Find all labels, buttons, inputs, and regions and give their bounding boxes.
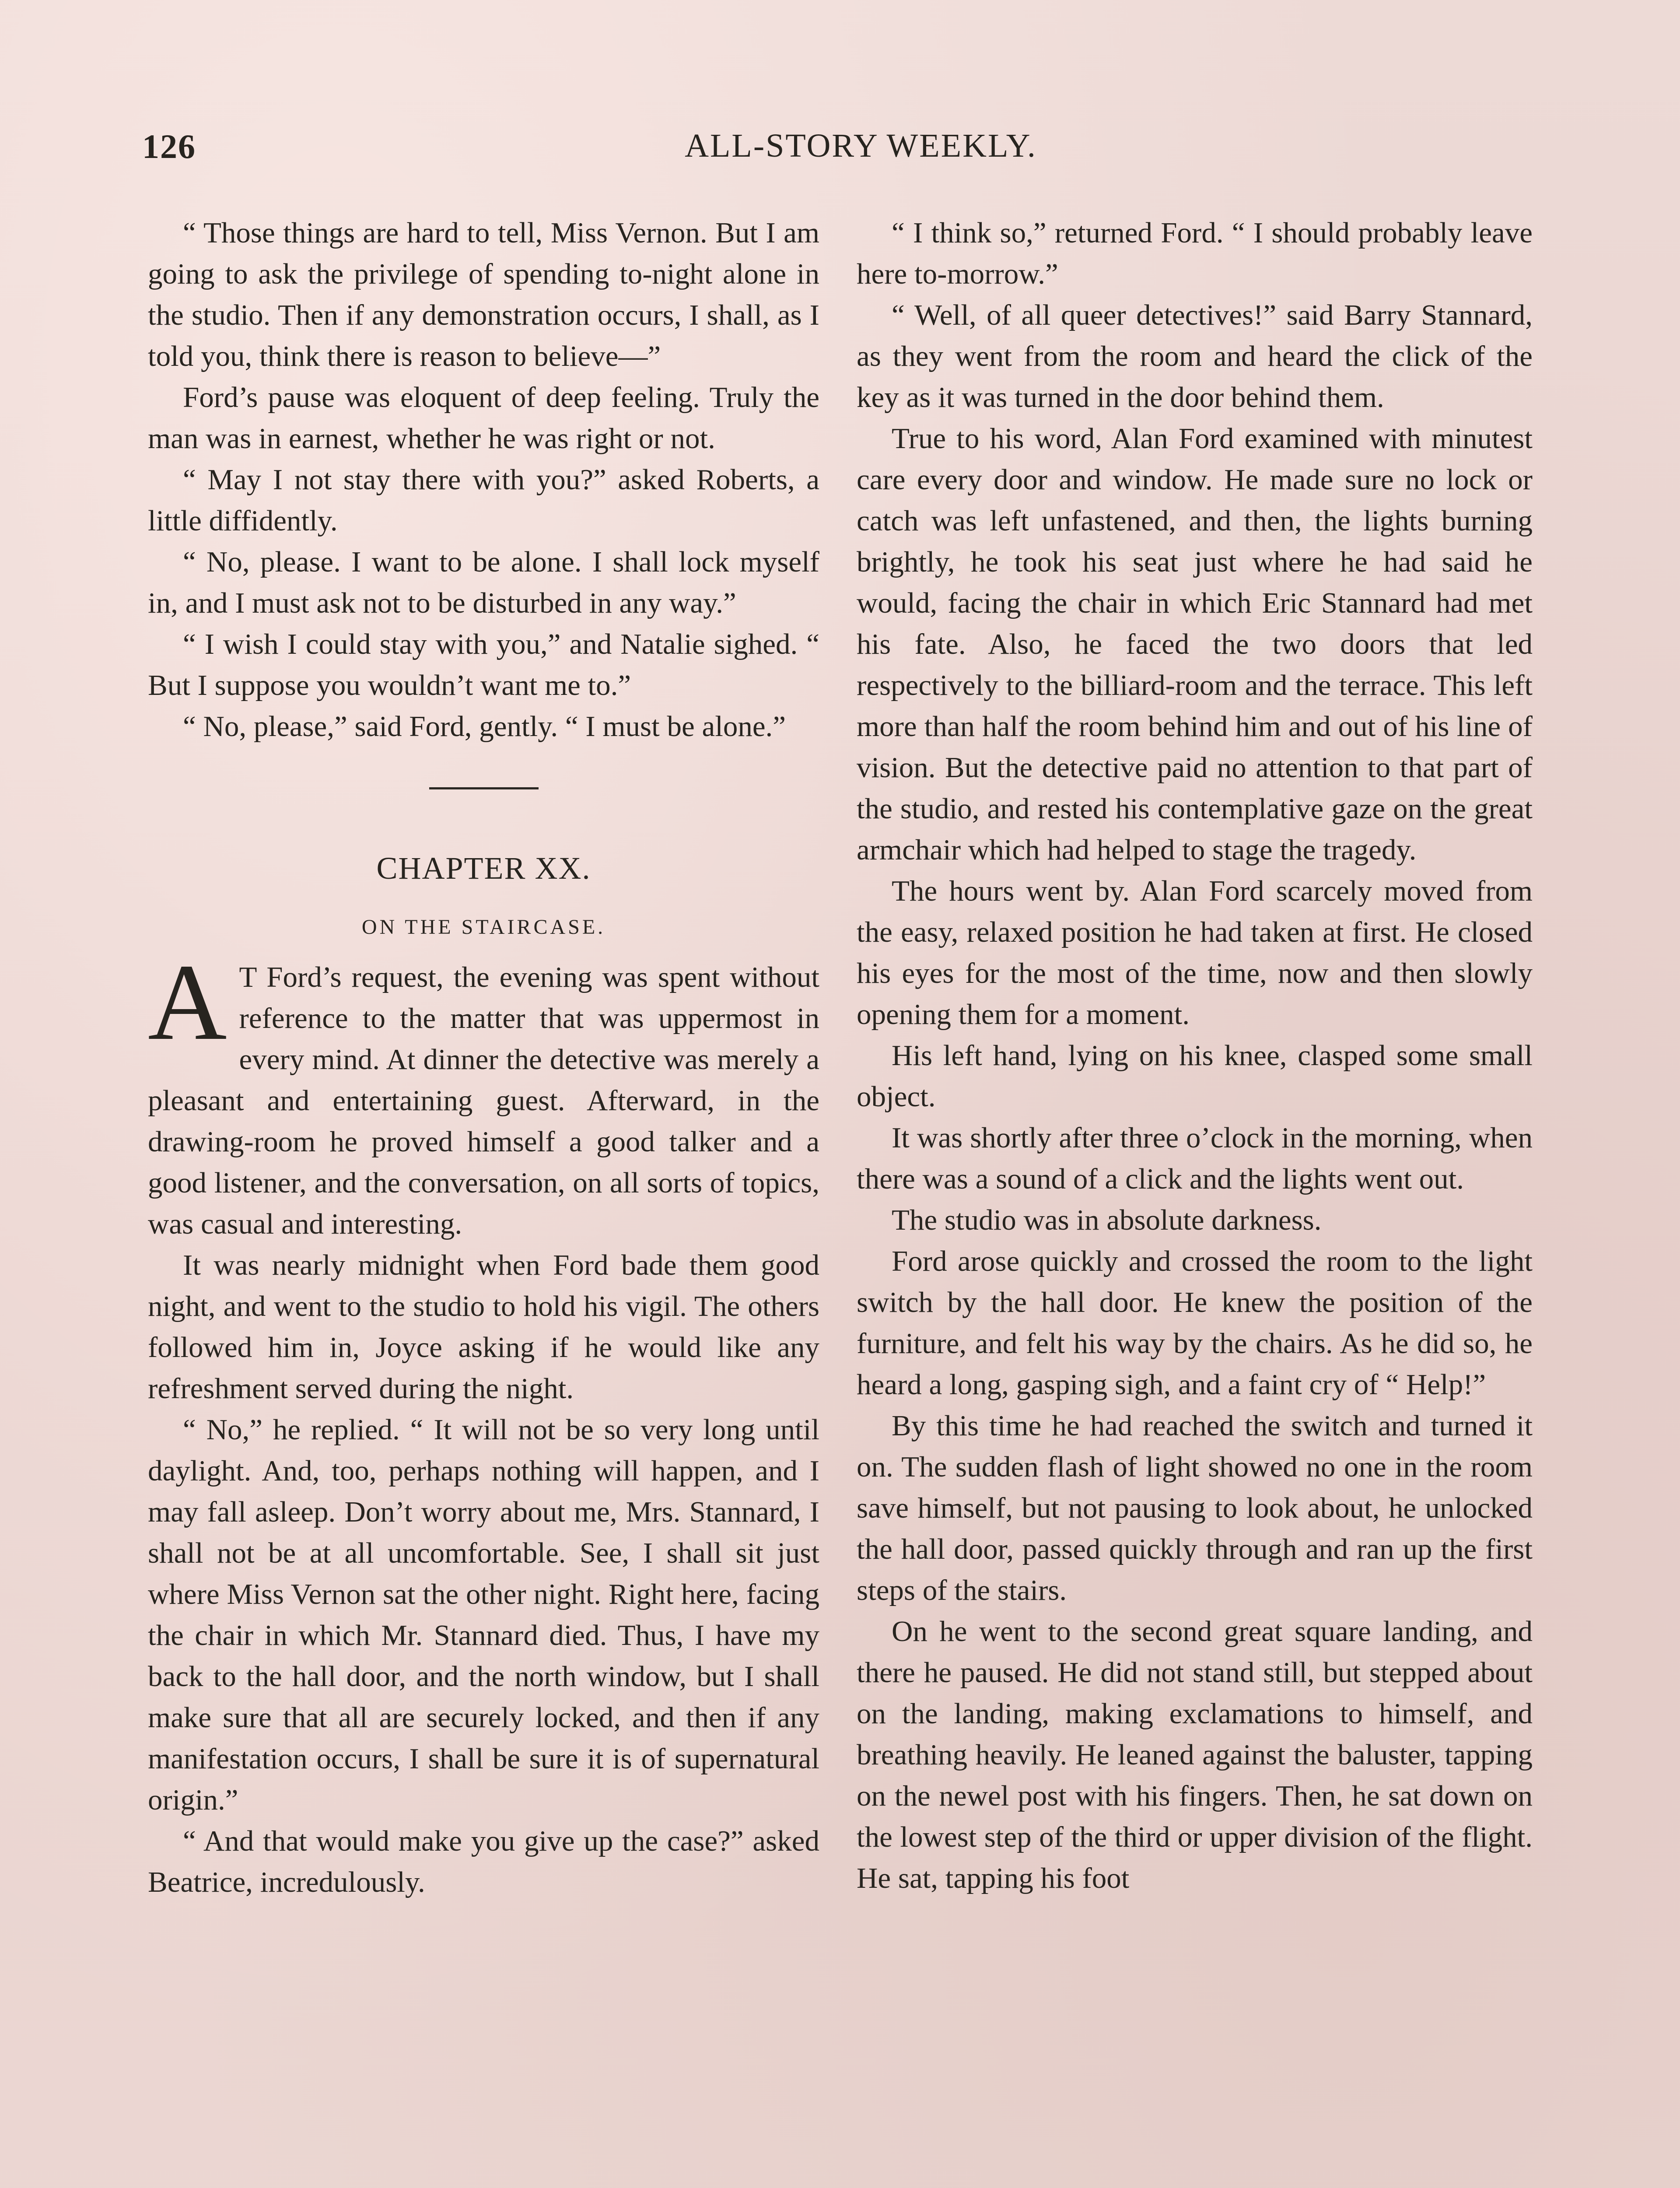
paragraph: It was shortly after three o’clock in the morning, when there was a sound of a click and the lights went out.	[857, 1122, 1533, 1195]
paragraph: “ Well, of all queer detectives!” said Barry Stannard, as they went from the room and heard the click of the key as it was turned in the door behind them.	[857, 299, 1533, 414]
opening-paragraph-text: T Ford’s request, the evening was spent without reference to the matter that was uppermost in every mind. At dinner the detective was merely a pleasant and entertaining guest. Afterward, in the drawing-room he proved himself a good talker and a good listener, and the conversation, on all sorts of topics, was casual and interesting.	[148, 961, 819, 1240]
chapter-subtitle: ON THE STAIRCASE.	[361, 915, 606, 939]
paragraph: “ And that would make you give up the case?” asked Beatrice, incredulously.	[148, 1825, 819, 1898]
paragraph: The studio was in absolute darkness.	[892, 1204, 1322, 1236]
paragraph: By this time he had reached the switch and turned it on. The sudden flash of light showed no one in the room save himself, but not pausing to look about, he unlocked the hall door, passed quickly through and ran up the first steps of the stairs.	[857, 1410, 1533, 1606]
chapter-title: CHAPTER XX.	[376, 851, 591, 886]
paragraph: “ No,” he replied. “ It will not be so very long until daylight. And, too, perhaps nothing will happen, and I may fall asleep. Don’t worry about me, Mrs. Stannard, I shall not be at all uncomfortable. See, I shall sit just where Miss Vernon sat the other night. Right here, facing the chair in which Mr. Stannard died. Thus, I have my back to the hall door, and the north window, but I shall make sure that all are securely locked, and then if any manifestation occurs, I shall be sure it is of supernatural origin.”	[148, 1413, 819, 1816]
paragraph: It was nearly midnight when Ford bade them good night, and went to the studio to hold his vigil. The others followed him in, Joyce asking if he would like any refreshment served during the night.	[148, 1249, 819, 1405]
paragraph: Ford arose quickly and crossed the room to the light switch by the hall door. He knew the position of the furniture, and felt his way by the chairs. As he did so, he heard a long, gasping sigh, and a faint cry of “ Help!”	[857, 1245, 1533, 1401]
section-divider	[429, 787, 539, 789]
drop-cap: A	[148, 942, 227, 1063]
running-head: ALL-STORY WEEKLY.	[685, 127, 1037, 164]
paragraph: “ May I not stay there with you?” asked Roberts, a little diffidently.	[148, 463, 819, 537]
paragraph: Ford’s pause was eloquent of deep feeling. Truly the man was in earnest, whether he was right or not.	[148, 381, 819, 455]
paragraph: True to his word, Alan Ford examined with minutest care every door and window. He made sure no lock or catch was left unfastened, and then, the lights burning brightly, he took his seat just where he had said he would, facing the chair in which Eric Stannard had met his fate. Also, he faced the two doors that led respectively to the billiard-room and the terrace. This left more than half the room behind him and out of his line of vision. But the detective paid no attention to that part of the studio, and rested his contemplative gaze on the great armchair which had helped to stage the tragedy.	[857, 422, 1533, 866]
paragraph: “ No, please,” said Ford, gently. “ I must be alone.”	[183, 710, 786, 743]
paragraph: “ I wish I could stay with you,” and Natalie sighed. “ But I suppose you wouldn’t want me to.”	[148, 628, 819, 701]
paragraph: “ No, please. I want to be alone. I shall lock myself in, and I must ask not to be disturbed in any way.”	[148, 546, 819, 619]
left-column	[148, 212, 819, 1903]
right-column	[857, 212, 1533, 1899]
paragraph: His left hand, lying on his knee, clasped some small object.	[857, 1039, 1533, 1113]
page-number: 126	[142, 127, 196, 165]
paragraph: The hours went by. Alan Ford scarcely moved from the easy, relaxed position he had taken at first. He closed his eyes for the most of the time, now and then slowly opening them for a moment.	[857, 875, 1533, 1031]
paragraph: “ Those things are hard to tell, Miss Vernon. But I am going to ask the privilege of spending to-night alone in the studio. Then if any demonstration occurs, I shall, as I told you, think there is reason to believe—”	[148, 217, 819, 372]
paragraph: “ I think so,” returned Ford. “ I should probably leave here to-morrow.”	[857, 217, 1533, 290]
opening-paragraph	[148, 942, 819, 1245]
paragraph: On he went to the second great square landing, and there he paused. He did not stand still, but stepped about on the landing, making exclamations to himself, and breathing heavily. He leaned against the baluster, tapping on the newel post with his fingers. Then, he sat down on the lowest step of the third or upper division of the flight. He sat, tapping his foot	[857, 1615, 1533, 1894]
page-header	[142, 127, 1540, 179]
